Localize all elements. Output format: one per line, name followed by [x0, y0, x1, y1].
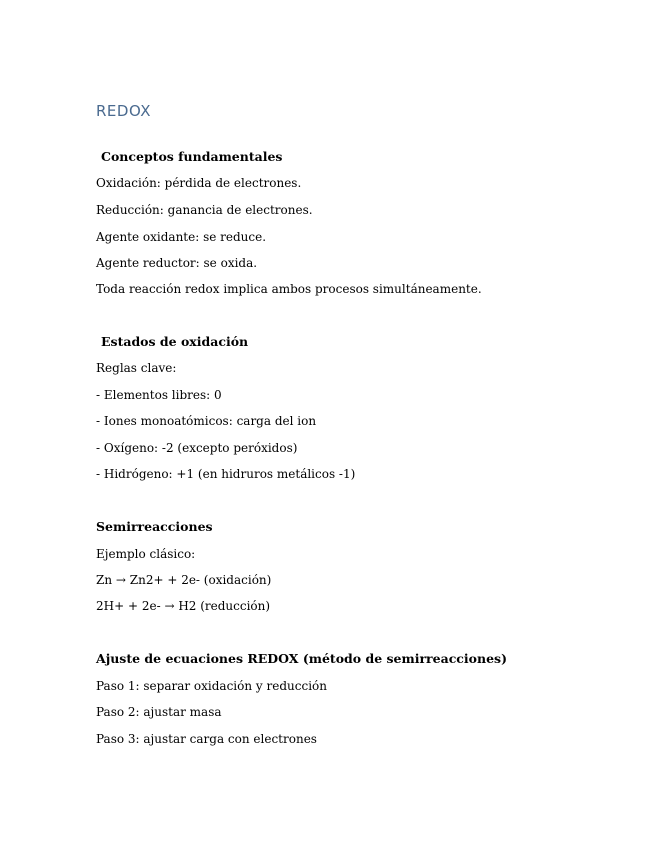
section-heading: Estados de oxidación — [101, 334, 249, 349]
text-line: Agente oxidante: se reduce. — [96, 230, 267, 244]
text-line: Reglas clave: — [96, 361, 177, 375]
text-line: - Hidrógeno: +1 (en hidruros metálicos -1) — [96, 467, 356, 481]
text-line: Reducción: ganancia de electrones. — [96, 203, 313, 217]
text-line: - Iones monoatómicos: carga del ion — [96, 414, 317, 428]
text-line: Zn → Zn2+ + 2e- (oxidación) — [96, 573, 272, 587]
text-line: Toda reacción redox implica ambos procesos simultáneamente. — [96, 282, 482, 296]
section-heading: Ajuste de ecuaciones REDOX (método de semirreacciones) — [96, 651, 507, 666]
text-line: Oxidación: pérdida de electrones. — [96, 176, 302, 190]
text-line: Paso 1: separar oxidación y reducción — [96, 679, 327, 693]
text-line: Ejemplo clásico: — [96, 547, 196, 561]
text-line: Paso 2: ajustar masa — [96, 705, 222, 719]
text-line: Agente reductor: se oxida. — [96, 256, 258, 270]
text-line: - Elementos libres: 0 — [96, 388, 222, 402]
section-heading: Conceptos fundamentales — [101, 149, 283, 164]
text-line: Paso 3: ajustar carga con electrones — [96, 732, 317, 746]
section-heading: Semirreacciones — [96, 519, 213, 534]
text-line: 2H+ + 2e- → H2 (reducción) — [96, 599, 271, 613]
document-title: REDOX — [96, 102, 152, 120]
text-line: - Oxígeno: -2 (excepto peróxidos) — [96, 441, 298, 455]
